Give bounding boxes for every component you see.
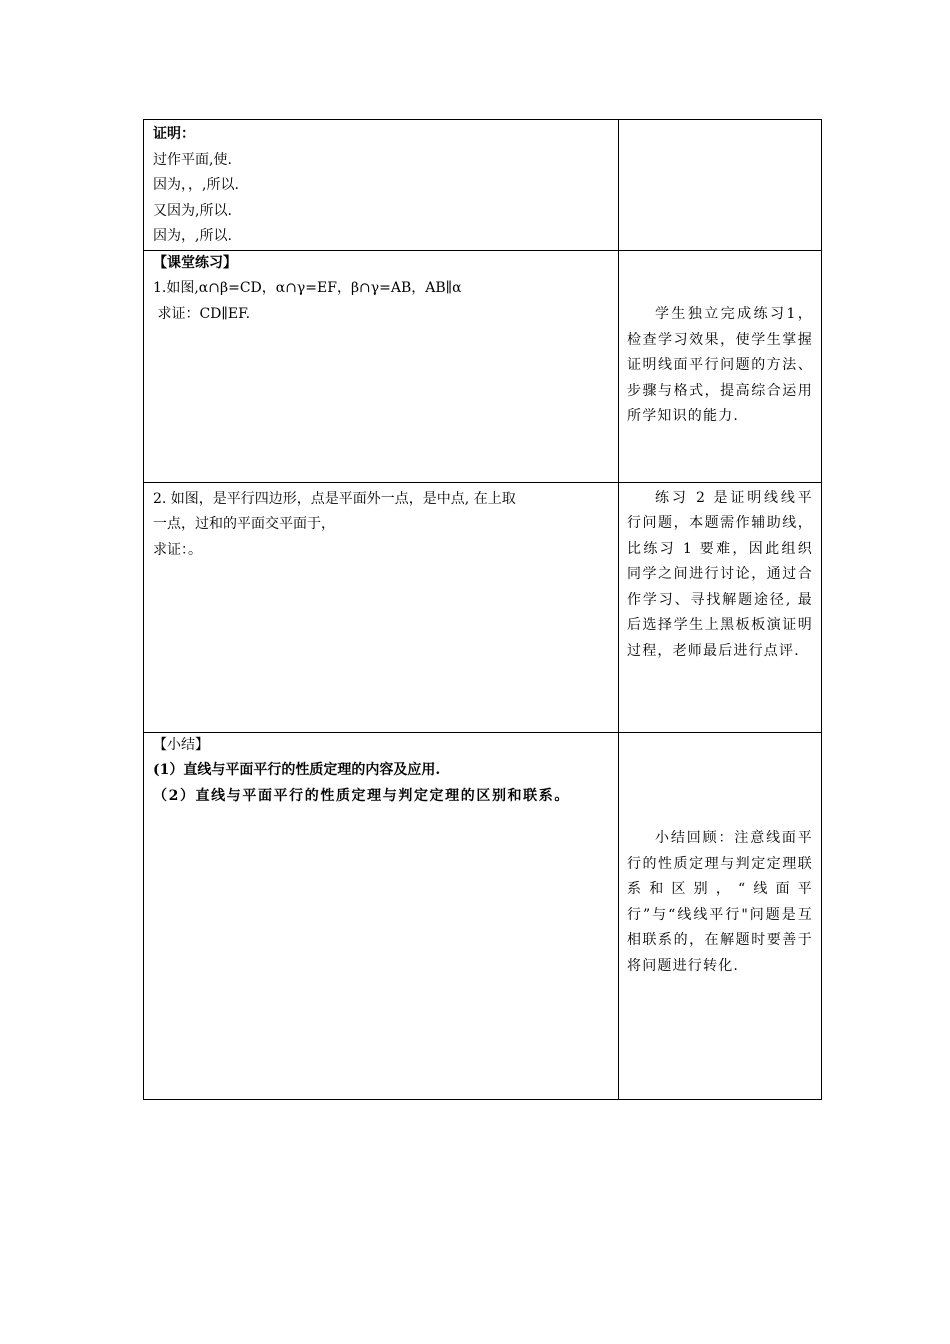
proof-title: 证明： — [153, 126, 195, 142]
proof-line: 因为，,所以. — [153, 228, 232, 244]
proof-line: 因为，，,所以. — [153, 177, 239, 193]
practice-2-prove: 求证：。 — [153, 541, 202, 558]
summary-comment-cell — [619, 732, 822, 1099]
lesson-table — [143, 119, 822, 1100]
proof-comment-cell — [619, 120, 822, 251]
proof-row — [144, 120, 822, 251]
practice-heading: 【课堂练习】 — [153, 254, 237, 271]
practice-1-comment: 学生独立完成练习1，检查学习效果，使学生掌握证明线面平行问题的方法、步骤与格式，提高综合运用所学知识的能力. — [627, 306, 813, 425]
summary-item-2: （2）直线与平面平行的性质定理与判定定理的区别和联系。 — [153, 787, 570, 804]
proof-cell — [144, 120, 619, 251]
practice-2-comment: 练习 2 是证明线线平行问题，本题需作辅助线，比练习 1 要难，因此组织同学之间进行讨论，通过合作学习、寻找解题途径, 最后选择学生上黑板板演证明过程，老师最后进行点评. — [627, 489, 813, 659]
practice-2-comment-cell — [619, 482, 822, 732]
practice-1-row — [144, 250, 822, 482]
summary-comment: 小结回顾：注意线面平行的性质定理与判定定理联系和区别，“线面平行”与“线线平行"问题是互相联系的，在解题时要善于将问题进行转化. — [627, 830, 813, 974]
summary-cell — [144, 732, 619, 1099]
proof-line: 过作平面,使. — [153, 151, 232, 168]
proof-line: 又因为,所以. — [153, 202, 232, 219]
practice-1-prove: 求证：CD∥EF. — [153, 305, 251, 322]
summary-heading: 【小结】 — [153, 736, 209, 753]
summary-row — [144, 732, 822, 1099]
practice-1-comment-cell — [619, 250, 822, 482]
practice-2-question-cont: 一点，过和的平面交平面于， — [153, 516, 335, 532]
practice-2-row — [144, 482, 822, 732]
practice-1-cell — [144, 250, 619, 482]
summary-item-1: (1）直线与平面平行的性质定理的内容及应用. — [153, 762, 441, 778]
practice-2-question: 2. 如图，是平行四边形，点是平面外一点，是中点, 在上取 — [153, 490, 516, 507]
practice-1-question: 1.如图,α∩β=CD，α∩γ=EF，β∩γ=AB，AB∥α — [153, 280, 462, 296]
practice-2-cell — [144, 482, 619, 732]
